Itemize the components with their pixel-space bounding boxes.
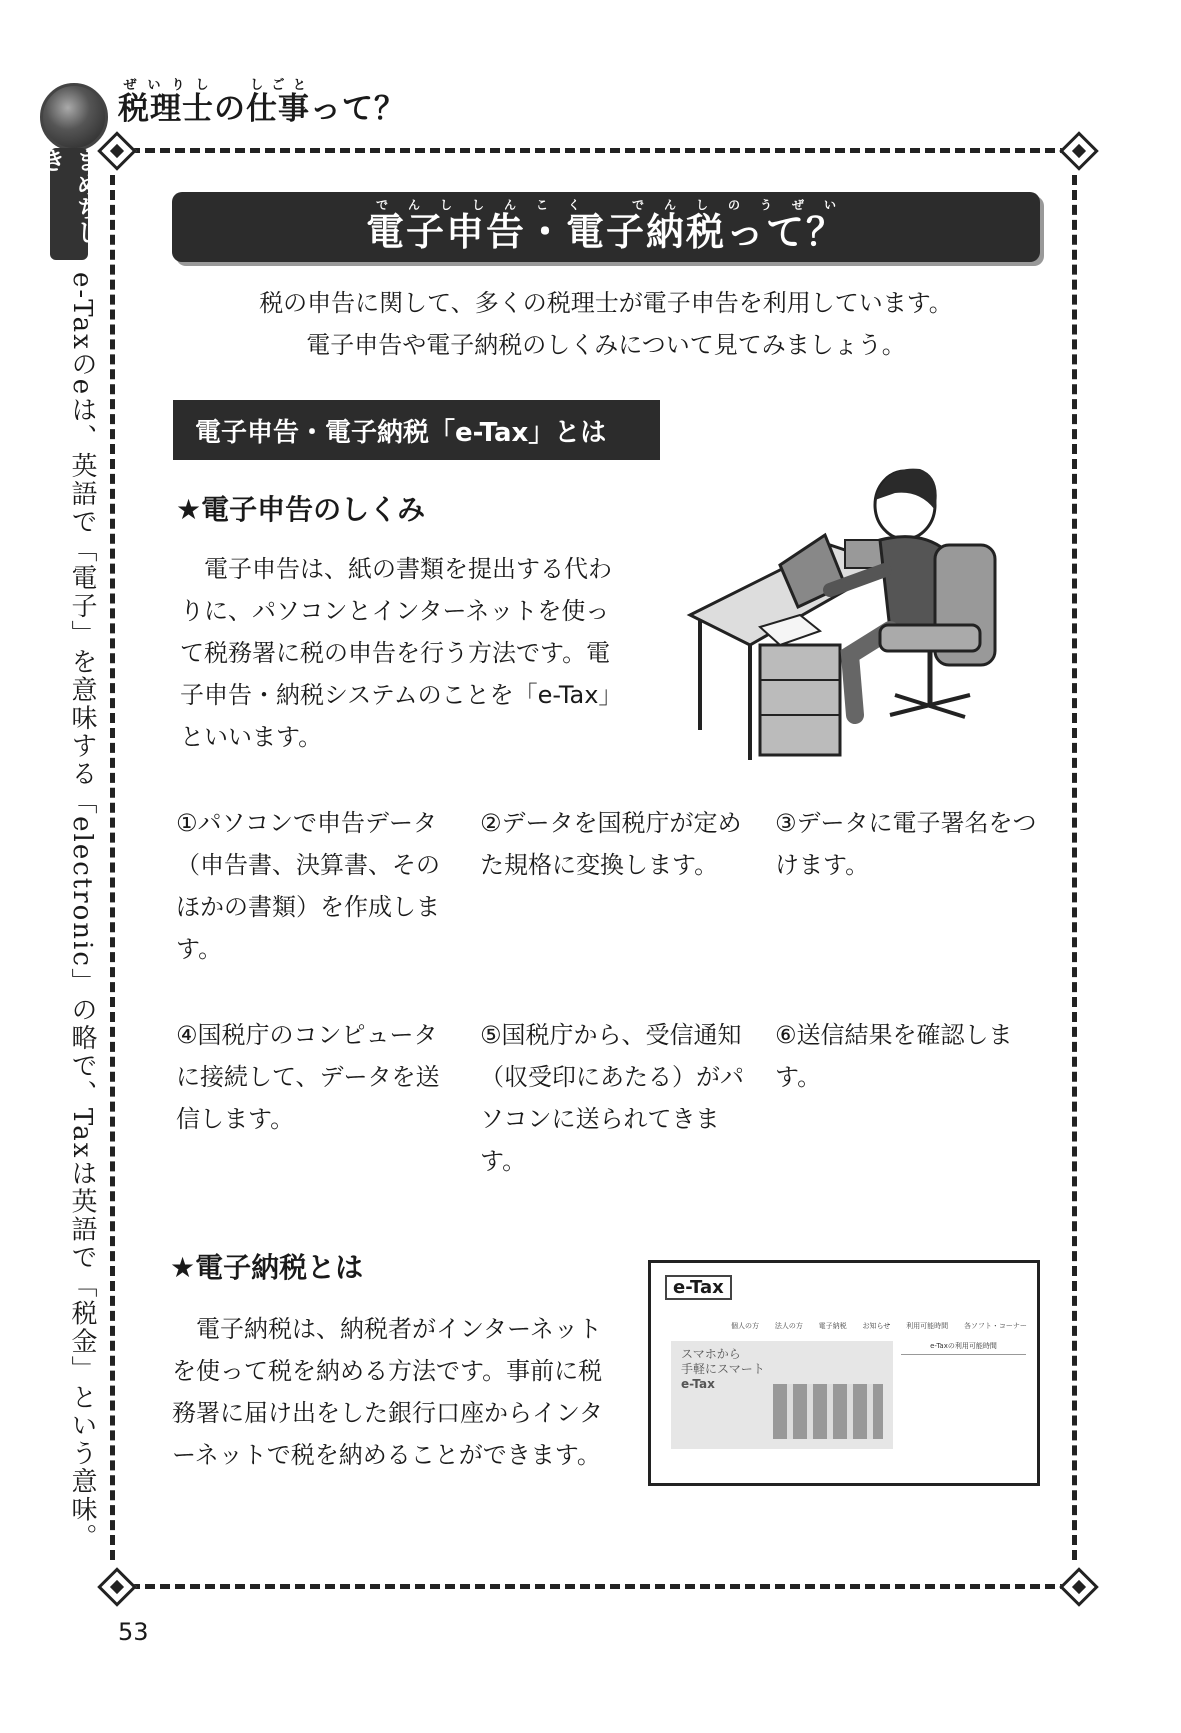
- diamond-icon: [1059, 131, 1099, 171]
- frame-left: [110, 175, 115, 1560]
- shinkoku-heading: ★電子申告のしくみ: [176, 493, 426, 526]
- mamechishiki-tab: まめちしき: [50, 148, 88, 260]
- step-4: ④国税庁のコンピュータに接続して、データを送信します。: [176, 1021, 440, 1133]
- step-2: ②データを国税庁が定めた規格に変換します。: [480, 809, 742, 879]
- nav-item: 法人の方: [774, 1322, 803, 1330]
- etax-nav: [731, 1321, 1027, 1331]
- nav-item: 個人の方: [731, 1322, 759, 1330]
- diamond-icon: [1059, 1567, 1099, 1607]
- frame-top: [130, 148, 1070, 153]
- etax-info-panel: e-Taxの利用可能時間: [901, 1341, 1026, 1471]
- nouzei-body: 電子納税は、納税者がインターネット を使って税を納める方法です。事前に税 務署に届け出をした銀行口座からインタ ーネットで税を納めることができます。: [172, 1315, 604, 1469]
- step-5: ⑤国税庁から、受信通知（収受印にあたる）がパソコンに送られてきます。: [480, 1021, 744, 1175]
- nav-item: 各ソフト・コーナー: [963, 1322, 1027, 1330]
- page-number: 53: [118, 1618, 149, 1646]
- page-title: 税理士ぜいりしの仕事しごとって？: [118, 78, 406, 127]
- nav-item: 電子納税: [818, 1322, 847, 1330]
- step-1: ①パソコンで申告データ（申告書、決算書、そのほかの書類）を作成します。: [176, 809, 440, 963]
- sidebar-note: e-Taxのeは、英語で「電子」を意味する「electronic」の略で、Taxは英語で「税金」という意味。: [67, 272, 97, 1552]
- corner-emblem-icon: [40, 83, 108, 151]
- nouzei-heading: ★電子納税とは: [170, 1251, 364, 1284]
- person-at-computer-illustration: [680, 455, 1020, 775]
- diamond-icon: [97, 1567, 137, 1607]
- shinkoku-body: 電子申告は、紙の書類を提出する代わ りに、パソコンとインターネットを使っ て税務署に税の申告を行う方法です。電 子申告・納税システムのことを「e-Tax」 といいます。: [180, 555, 623, 751]
- main-banner: 電子申告・電子納税って？でんししんこく でんしのうぜい: [172, 192, 1040, 262]
- nav-item: お知らせ: [862, 1322, 891, 1330]
- step-3: ③データに電子署名をつけます。: [775, 809, 1037, 879]
- etax-logo: e-Tax: [665, 1275, 732, 1300]
- nav-item: 利用可能時間: [906, 1322, 949, 1330]
- section-heading: 電子申告・電子納税「e-Tax」とは: [173, 400, 660, 460]
- etax-website-screenshot: [648, 1260, 1040, 1486]
- frame-bottom: [130, 1584, 1070, 1589]
- intro-text: 税の申告に関して、多くの税理士が電子申告を利用しています。 電子申告や電子納税のしくみについて見てみましょう。: [259, 289, 953, 359]
- frame-right: [1072, 175, 1077, 1560]
- etax-hero: スマホから 手軽にスマート e-Tax: [671, 1341, 893, 1449]
- step-6: ⑥送信結果を確認します。: [775, 1021, 1013, 1091]
